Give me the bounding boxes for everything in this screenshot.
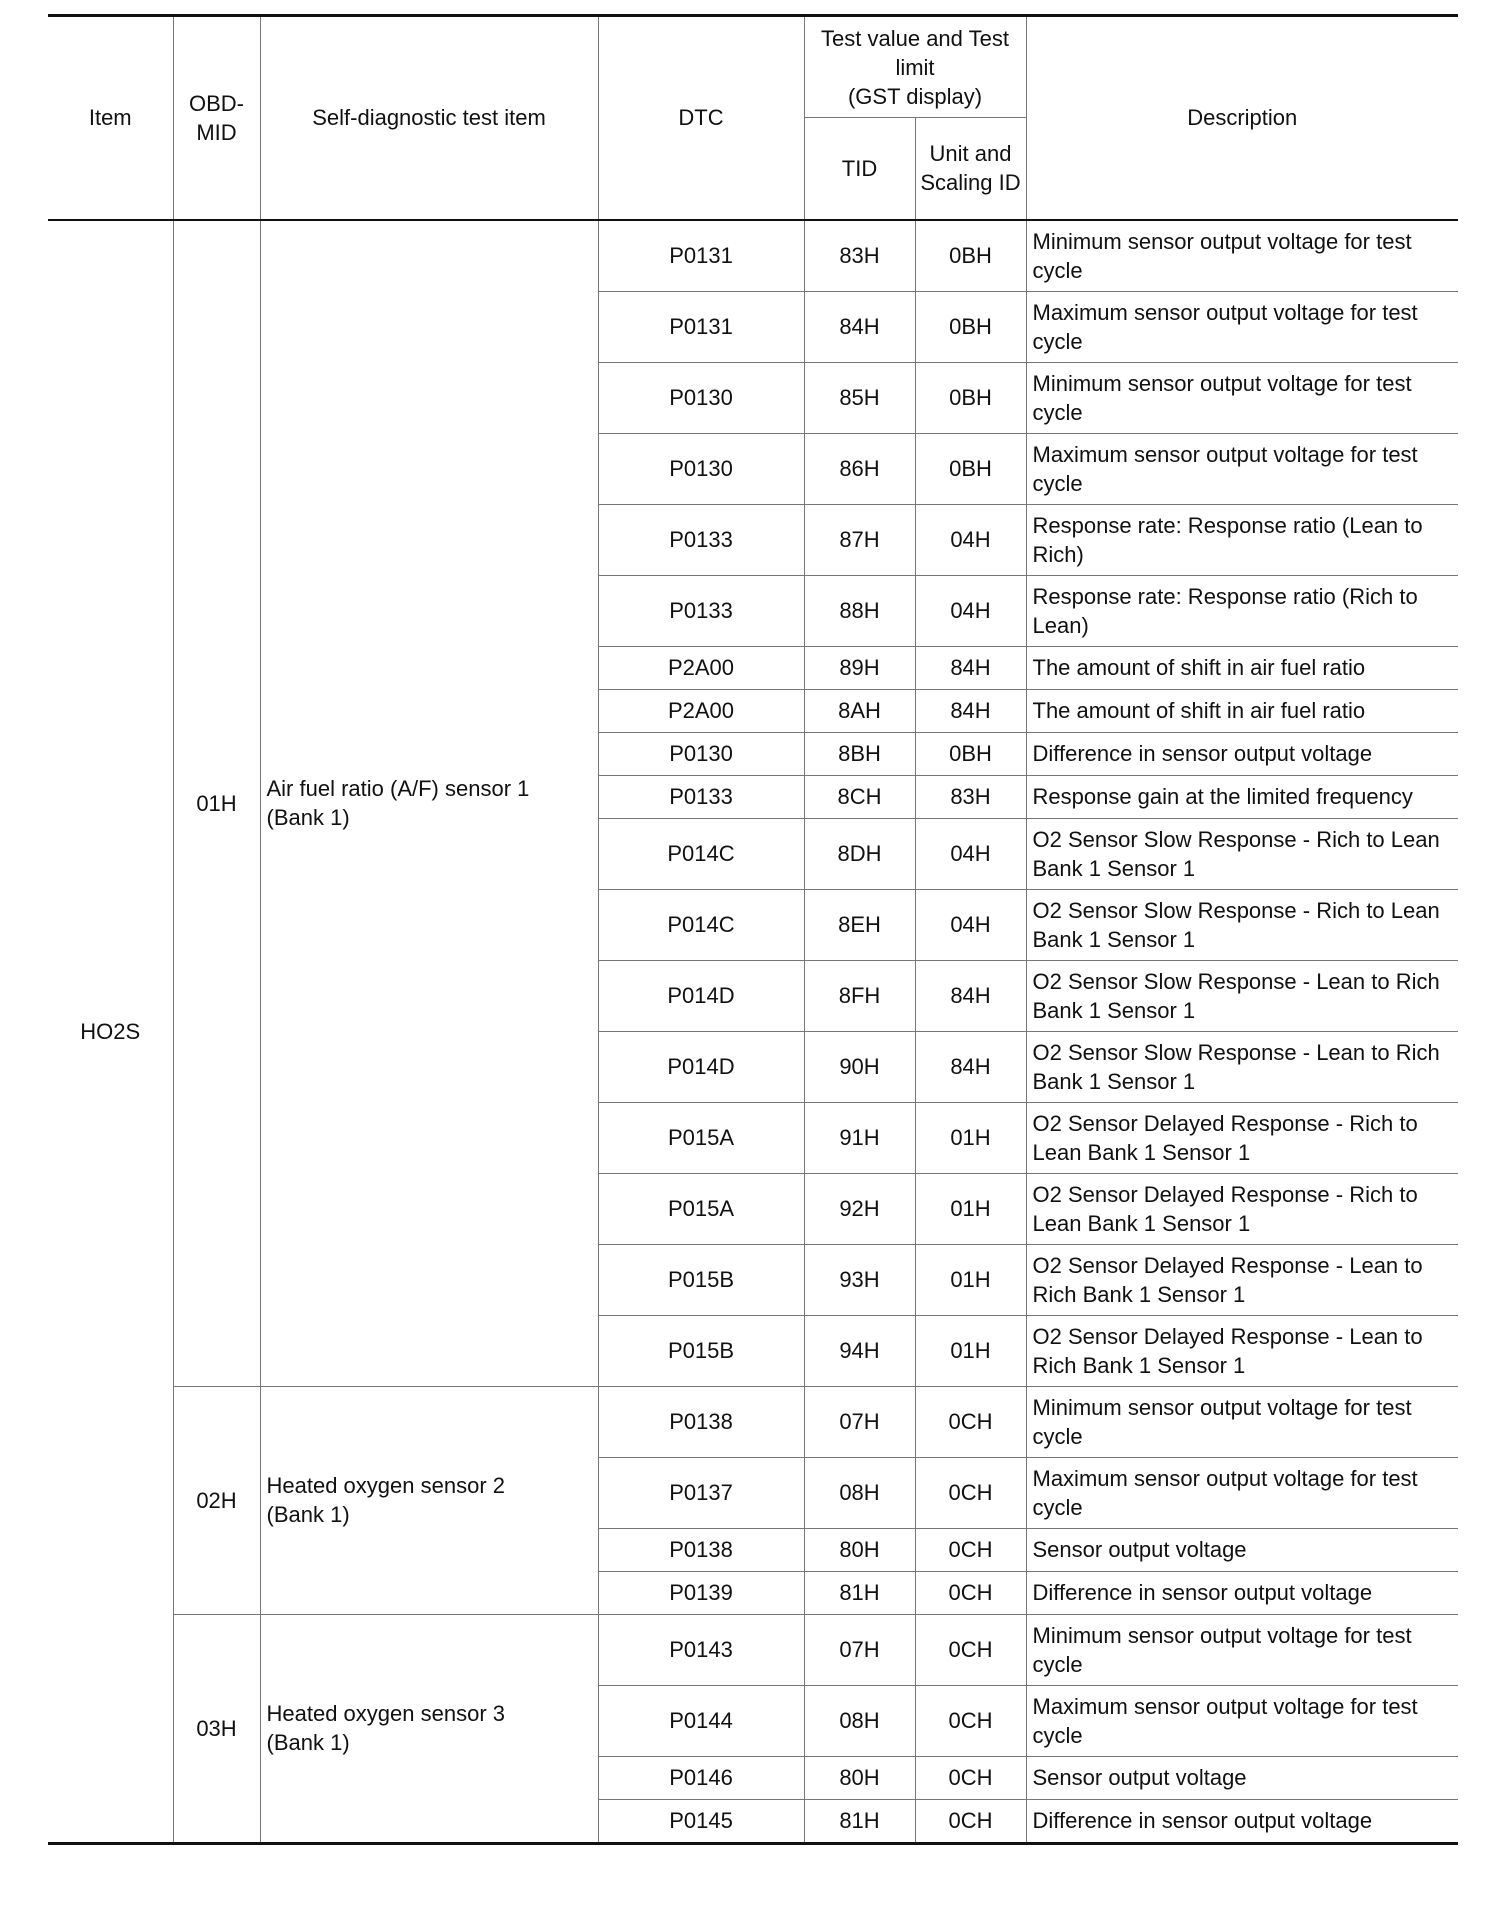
test-item-cell: Heated oxygen sensor 3 (Bank 1) — [260, 1614, 598, 1843]
dtc-cell: P0133 — [598, 504, 804, 575]
unit-scaling-cell: 0BH — [915, 291, 1026, 362]
dtc-cell: P015B — [598, 1244, 804, 1315]
tid-cell: 94H — [804, 1315, 915, 1386]
unit-scaling-cell: 84H — [915, 689, 1026, 732]
tid-cell: 88H — [804, 575, 915, 646]
dtc-cell: P0130 — [598, 732, 804, 775]
tid-cell: 80H — [804, 1528, 915, 1571]
unit-scaling-cell: 84H — [915, 960, 1026, 1031]
dtc-cell: P0138 — [598, 1528, 804, 1571]
unit-scaling-cell: 83H — [915, 775, 1026, 818]
description-cell: O2 Sensor Delayed Response - Lean to Rich Bank 1 Sensor 1 — [1026, 1315, 1458, 1386]
header-test-item: Self-diagnostic test item — [260, 16, 598, 220]
unit-scaling-cell: 0CH — [915, 1457, 1026, 1528]
tid-cell: 8AH — [804, 689, 915, 732]
table-row — [48, 1614, 1458, 1685]
unit-scaling-cell: 01H — [915, 1315, 1026, 1386]
tid-cell: 85H — [804, 362, 915, 433]
header-tid: TID — [804, 118, 915, 220]
obd-mid-cell: 02H — [173, 1386, 260, 1614]
description-cell: Minimum sensor output voltage for test cycle — [1026, 362, 1458, 433]
description-cell: Difference in sensor output voltage — [1026, 1571, 1458, 1614]
description-cell: O2 Sensor Slow Response - Lean to Rich Bank 1 Sensor 1 — [1026, 1031, 1458, 1102]
item-cell: HO2S — [48, 220, 173, 1844]
description-cell: O2 Sensor Delayed Response - Rich to Lean Bank 1 Sensor 1 — [1026, 1173, 1458, 1244]
obd-mid-cell: 01H — [173, 220, 260, 1387]
description-cell: Difference in sensor output voltage — [1026, 1799, 1458, 1843]
description-cell: Minimum sensor output voltage for test cycle — [1026, 220, 1458, 292]
description-cell: The amount of shift in air fuel ratio — [1026, 646, 1458, 689]
unit-scaling-cell: 0BH — [915, 362, 1026, 433]
header-test-value-group: Test value and Test limit (GST display) — [804, 16, 1026, 118]
description-cell: Minimum sensor output voltage for test cycle — [1026, 1614, 1458, 1685]
unit-scaling-cell: 04H — [915, 889, 1026, 960]
tid-cell: 81H — [804, 1799, 915, 1843]
header-item: Item — [48, 16, 173, 220]
description-cell: Response rate: Response ratio (Lean to Rich) — [1026, 504, 1458, 575]
unit-scaling-cell: 0CH — [915, 1386, 1026, 1457]
table-row — [48, 220, 1458, 292]
dtc-cell: P014C — [598, 889, 804, 960]
description-cell: O2 Sensor Slow Response - Rich to Lean Bank 1 Sensor 1 — [1026, 818, 1458, 889]
description-cell: Maximum sensor output voltage for test cycle — [1026, 1685, 1458, 1756]
dtc-cell: P0133 — [598, 575, 804, 646]
unit-scaling-cell: 0BH — [915, 433, 1026, 504]
dtc-cell: P014C — [598, 818, 804, 889]
tid-cell: 07H — [804, 1386, 915, 1457]
tid-cell: 8EH — [804, 889, 915, 960]
dtc-cell: P0131 — [598, 220, 804, 292]
unit-scaling-cell: 84H — [915, 1031, 1026, 1102]
tid-cell: 8DH — [804, 818, 915, 889]
unit-scaling-cell: 01H — [915, 1102, 1026, 1173]
description-cell: Minimum sensor output voltage for test cycle — [1026, 1386, 1458, 1457]
unit-scaling-cell: 04H — [915, 575, 1026, 646]
dtc-cell: P014D — [598, 960, 804, 1031]
tid-cell: 87H — [804, 504, 915, 575]
tid-cell: 84H — [804, 291, 915, 362]
dtc-cell: P0131 — [598, 291, 804, 362]
dtc-cell: P0138 — [598, 1386, 804, 1457]
unit-scaling-cell: 0CH — [915, 1685, 1026, 1756]
tid-cell: 86H — [804, 433, 915, 504]
tid-cell: 8BH — [804, 732, 915, 775]
unit-scaling-cell: 0CH — [915, 1756, 1026, 1799]
unit-scaling-cell: 0CH — [915, 1528, 1026, 1571]
header-obd-mid: OBD- MID — [173, 16, 260, 220]
tid-cell: 92H — [804, 1173, 915, 1244]
dtc-cell: P015B — [598, 1315, 804, 1386]
tid-cell: 93H — [804, 1244, 915, 1315]
tid-cell: 89H — [804, 646, 915, 689]
header-unit-scaling: Unit and Scaling ID — [915, 118, 1026, 220]
dtc-cell: P0139 — [598, 1571, 804, 1614]
dtc-cell: P015A — [598, 1173, 804, 1244]
dtc-cell: P0130 — [598, 433, 804, 504]
dtc-cell: P0133 — [598, 775, 804, 818]
tid-cell: 8CH — [804, 775, 915, 818]
description-cell: O2 Sensor Slow Response - Rich to Lean Bank 1 Sensor 1 — [1026, 889, 1458, 960]
dtc-cell: P2A00 — [598, 689, 804, 732]
tid-cell: 08H — [804, 1457, 915, 1528]
description-cell: O2 Sensor Delayed Response - Rich to Lean Bank 1 Sensor 1 — [1026, 1102, 1458, 1173]
unit-scaling-cell: 0CH — [915, 1799, 1026, 1843]
unit-scaling-cell: 0CH — [915, 1571, 1026, 1614]
table-header — [48, 16, 1458, 220]
dtc-cell: P015A — [598, 1102, 804, 1173]
tid-cell: 80H — [804, 1756, 915, 1799]
tid-cell: 83H — [804, 220, 915, 292]
unit-scaling-cell: 84H — [915, 646, 1026, 689]
test-item-cell: Heated oxygen sensor 2 (Bank 1) — [260, 1386, 598, 1614]
table-body — [48, 220, 1458, 1844]
unit-scaling-cell: 01H — [915, 1244, 1026, 1315]
obd-mid-table — [48, 14, 1458, 1845]
test-item-cell: Air fuel ratio (A/F) sensor 1 (Bank 1) — [260, 220, 598, 1387]
tid-cell: 90H — [804, 1031, 915, 1102]
obd-mid-cell: 03H — [173, 1614, 260, 1843]
description-cell: O2 Sensor Delayed Response - Lean to Rich Bank 1 Sensor 1 — [1026, 1244, 1458, 1315]
dtc-cell: P0143 — [598, 1614, 804, 1685]
tid-cell: 07H — [804, 1614, 915, 1685]
unit-scaling-cell: 0BH — [915, 220, 1026, 292]
description-cell: Sensor output voltage — [1026, 1756, 1458, 1799]
dtc-cell: P0145 — [598, 1799, 804, 1843]
dtc-cell: P0137 — [598, 1457, 804, 1528]
description-cell: Sensor output voltage — [1026, 1528, 1458, 1571]
description-cell: The amount of shift in air fuel ratio — [1026, 689, 1458, 732]
tid-cell: 81H — [804, 1571, 915, 1614]
description-cell: Difference in sensor output voltage — [1026, 732, 1458, 775]
dtc-cell: P0130 — [598, 362, 804, 433]
unit-scaling-cell: 04H — [915, 504, 1026, 575]
header-dtc: DTC — [598, 16, 804, 220]
unit-scaling-cell: 01H — [915, 1173, 1026, 1244]
description-cell: O2 Sensor Slow Response - Lean to Rich Bank 1 Sensor 1 — [1026, 960, 1458, 1031]
description-cell: Maximum sensor output voltage for test cycle — [1026, 1457, 1458, 1528]
table-row — [48, 1386, 1458, 1457]
dtc-cell: P0144 — [598, 1685, 804, 1756]
unit-scaling-cell: 04H — [915, 818, 1026, 889]
dtc-cell: P014D — [598, 1031, 804, 1102]
dtc-cell: P2A00 — [598, 646, 804, 689]
unit-scaling-cell: 0CH — [915, 1614, 1026, 1685]
description-cell: Response gain at the limited frequency — [1026, 775, 1458, 818]
description-cell: Response rate: Response ratio (Rich to Lean) — [1026, 575, 1458, 646]
description-cell: Maximum sensor output voltage for test cycle — [1026, 291, 1458, 362]
unit-scaling-cell: 0BH — [915, 732, 1026, 775]
tid-cell: 8FH — [804, 960, 915, 1031]
description-cell: Maximum sensor output voltage for test cycle — [1026, 433, 1458, 504]
tid-cell: 08H — [804, 1685, 915, 1756]
dtc-cell: P0146 — [598, 1756, 804, 1799]
tid-cell: 91H — [804, 1102, 915, 1173]
header-description: Description — [1026, 16, 1458, 220]
